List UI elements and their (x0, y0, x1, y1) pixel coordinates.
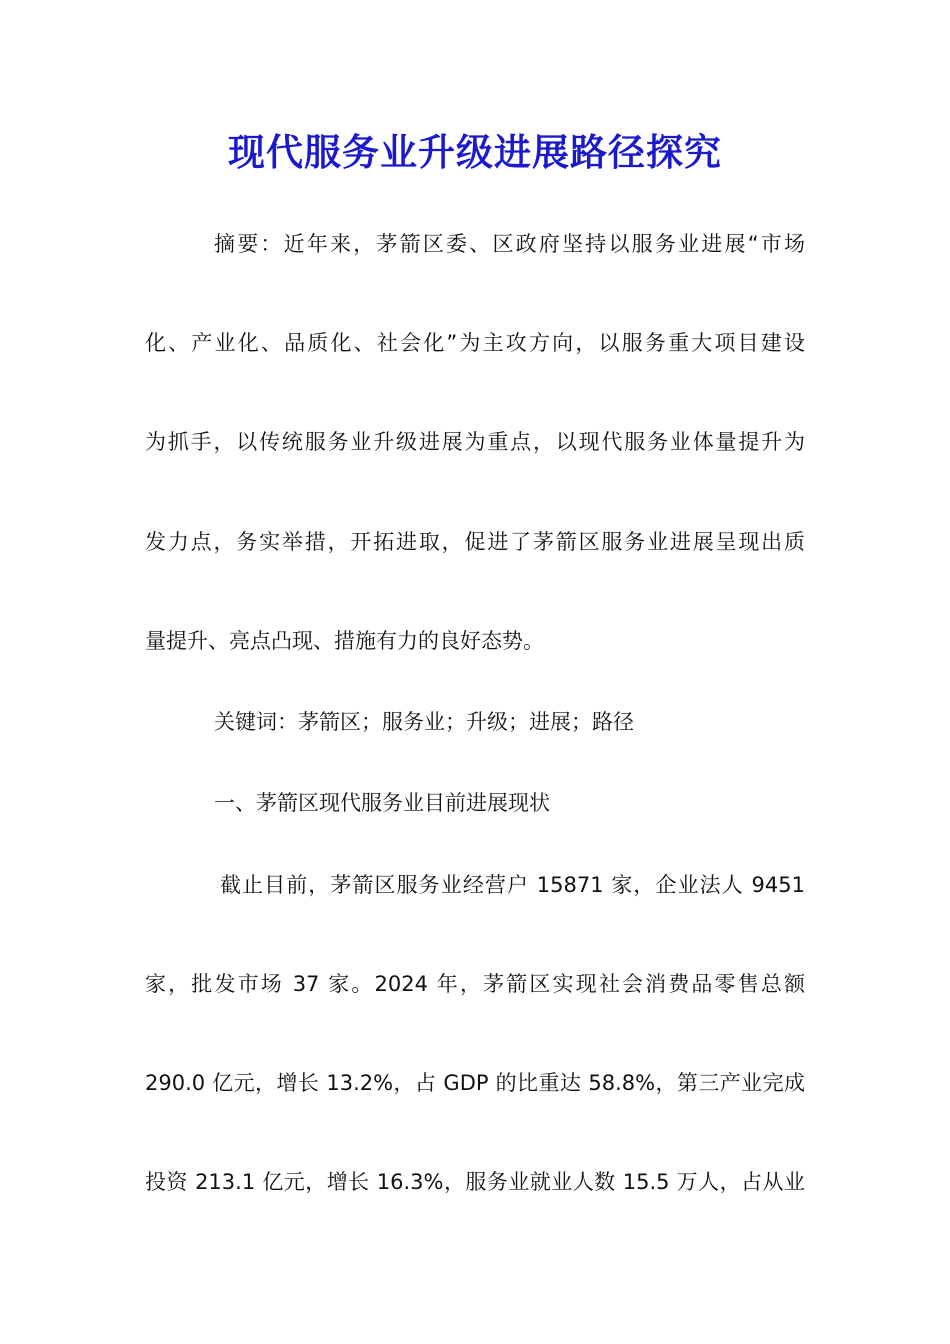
keywords-line: 关键词：茅箭区；服务业；升级；进展；路径 (214, 710, 634, 734)
abstract-line: 化、产业化、品质化、社会化”为主攻方向，以服务重大项目建设 (145, 331, 805, 355)
abstract-line: 量提升、亮点凸现、措施有力的良好态势。 (145, 629, 544, 653)
body-line: 截止目前，茅箭区服务业经营户 15871 家，企业法人 9451 (220, 873, 805, 897)
body-line: 290.0 亿元，增长 13.2%，占 GDP 的比重达 58.8%，第三产业完成 (145, 1071, 805, 1095)
abstract-line: 摘要：近年来，茅箭区委、区政府坚持以服务业进展“市场 (214, 232, 805, 256)
section-heading: 一、茅箭区现代服务业目前进展现状 (214, 791, 550, 815)
abstract-line: 发力点，务实举措，开拓进取，促进了茅箭区服务业进展呈现出质 (145, 530, 805, 554)
document-title: 现代服务业升级进展路径探究 (228, 130, 722, 174)
body-line: 投资 213.1 亿元，增长 16.3%，服务业就业人数 15.5 万人，占从业 (145, 1170, 805, 1194)
body-line: 家，批发市场 37 家。2024 年，茅箭区实现社会消费品零售总额 (145, 972, 805, 996)
abstract-line: 为抓手，以传统服务业升级进展为重点，以现代服务业体量提升为 (145, 430, 805, 454)
